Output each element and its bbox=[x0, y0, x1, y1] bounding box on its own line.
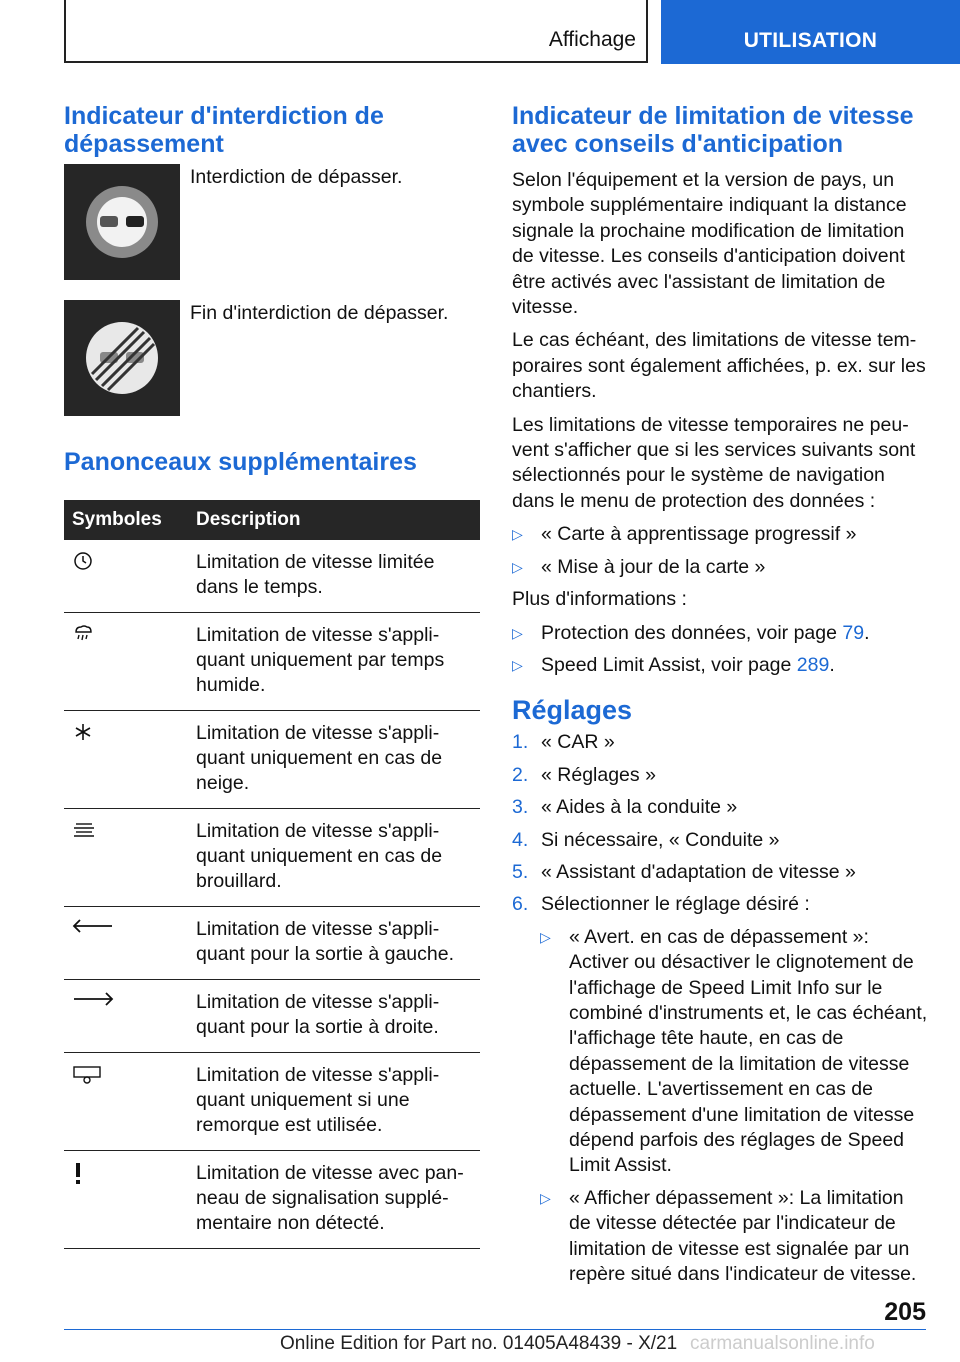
arrow-right-icon bbox=[72, 991, 114, 1013]
list-item: ▷ Speed Limit Assist, voir page 289. bbox=[512, 653, 928, 678]
triangle-bullet-icon: ▷ bbox=[512, 526, 523, 543]
no-overtaking-sign-icon bbox=[64, 164, 180, 280]
overtaking-heading: Indicateur d'interdiction de dépassement bbox=[64, 102, 384, 158]
right-column bbox=[512, 102, 928, 1294]
chapter-tab[interactable]: UTILISATION bbox=[661, 0, 960, 64]
left-column bbox=[64, 102, 480, 1249]
sign-row bbox=[64, 300, 480, 416]
table-cell: Limitation de vitesse avec panneau de signalisation supplémentaire non détecté. bbox=[188, 1151, 480, 1249]
list-item: ▷ Protection des données, voir page 79. bbox=[512, 621, 928, 646]
paragraph: Les limitations de vitesse temporaires ne peuvent s'afficher que si les services suivants sont sélectionnés pour le système de navigation dans le menu de protection des données : bbox=[512, 413, 916, 512]
page-link[interactable]: 79 bbox=[842, 621, 865, 644]
table-row bbox=[64, 1053, 480, 1151]
triangle-bullet-icon: ▷ bbox=[540, 928, 551, 945]
triangle-bullet-icon: ▷ bbox=[512, 558, 523, 575]
table-row bbox=[64, 907, 480, 980]
table-cell: Limitation de vitesse s'appliquant pour la sortie à gauche. bbox=[188, 907, 480, 980]
triangle-bullet-icon: ▷ bbox=[512, 656, 523, 673]
column-header: Symboles bbox=[64, 500, 188, 540]
options-list bbox=[540, 925, 928, 1288]
exclamation-icon bbox=[72, 1168, 84, 1190]
list-item: ▷ « Mise à jour de la carte » bbox=[512, 555, 928, 580]
table-cell: Limitation de vitesse s'appliquant uniquement si une remorque est utilisée. bbox=[188, 1053, 480, 1151]
sign-description: Interdiction de dépasser. bbox=[190, 166, 403, 188]
supplementary-panels-heading: Panonceaux supplémentaires bbox=[64, 448, 417, 476]
step-item: 5. « Assistant d'adaptation de vitesse » bbox=[512, 860, 856, 883]
trailer-icon bbox=[72, 1068, 102, 1090]
paragraph: Selon l'équipement et la version de pays, un symbole supplémentaire indiquant la distance signale la prochaine modification de limitation de vitesse. Les conseils d'anticipation doivent être activés avec l'assistant de limitation de vitesse. bbox=[512, 169, 907, 319]
footer-divider bbox=[64, 1329, 926, 1330]
watermark: carmanualsonline.info bbox=[690, 1333, 875, 1354]
list-item: ▷ « Carte à apprentissage progressif » bbox=[512, 522, 928, 547]
settings-heading: Réglages bbox=[512, 695, 633, 726]
table-row bbox=[64, 980, 480, 1053]
step-item: 4. Si nécessaire, « Conduite » bbox=[512, 828, 780, 851]
step-item: 2. « Réglages » bbox=[512, 763, 656, 786]
step-item: 3. « Aides à la conduite » bbox=[512, 796, 738, 819]
speed-limit-heading: Indicateur de limitation de vitesse avec conseils d'anticipation bbox=[512, 102, 914, 158]
page-link[interactable]: 289 bbox=[796, 653, 830, 676]
snowflake-icon bbox=[72, 726, 94, 748]
paragraph: Le cas échéant, des limitations de vitesse temporaires sont également affichées, p. ex. sur les chantiers. bbox=[512, 329, 926, 403]
table-row bbox=[64, 711, 480, 809]
table-header-row bbox=[64, 500, 480, 540]
arrow-left-icon bbox=[72, 918, 114, 940]
step-item: 1. « CAR » bbox=[512, 731, 615, 754]
table-row bbox=[64, 540, 480, 613]
table-cell: Limitation de vitesse s'appliquant pour la sortie à droite. bbox=[188, 980, 480, 1053]
end-no-overtaking-sign-icon bbox=[64, 300, 180, 416]
sign-row bbox=[64, 164, 480, 280]
column-header: Description bbox=[188, 500, 480, 540]
page-number: 205 bbox=[884, 1298, 926, 1326]
table-row bbox=[64, 1151, 480, 1249]
table-row bbox=[64, 809, 480, 907]
list-item: ▷ « Afficher dépassement »: La limitation de vitesse détectée par l'indicateur de limitation de vitesse est signalée par un repère situé dans l'indicateur de vitesse. bbox=[540, 1186, 928, 1288]
table-cell: Limitation de vitesse limitée dans le temps. bbox=[188, 540, 480, 613]
triangle-bullet-icon: ▷ bbox=[540, 1189, 551, 1206]
more-info-label: Plus d'informations : bbox=[512, 588, 687, 611]
rain-icon bbox=[72, 628, 94, 650]
footer-edition: Online Edition for Part no. 01405A48439 - X/21 bbox=[280, 1333, 678, 1354]
section-title: Affichage bbox=[548, 28, 636, 51]
clock-icon bbox=[72, 555, 94, 577]
table-cell: Limitation de vitesse s'appliquant uniquement par temps humide. bbox=[188, 613, 480, 711]
step-item: 6. Sélectionner le réglage désiré : bbox=[512, 893, 810, 916]
symbols-table bbox=[64, 500, 480, 1249]
table-cell: Limitation de vitesse s'appliquant uniquement en cas de brouillard. bbox=[188, 809, 480, 907]
table-row bbox=[64, 613, 480, 711]
fog-icon bbox=[72, 824, 96, 846]
list-item: ▷ « Avert. en cas de dépassement »: Activer ou désactiver le clignotement de l'affichage de Speed Limit Info sur le combiné d'instruments et, le cas échéant, l'affichage tête haute, en cas de dépassement de la limitation de vitesse actuelle. L'avertissement en cas de dépassement d'une limitation de vitesse dépend parfois des réglages de Speed Limit Assist. bbox=[540, 925, 928, 1179]
sign-description: Fin d'interdiction de dépasser. bbox=[190, 302, 449, 324]
table-cell: Limitation de vitesse s'appliquant uniquement en cas de neige. bbox=[188, 711, 480, 809]
triangle-bullet-icon: ▷ bbox=[512, 624, 523, 641]
